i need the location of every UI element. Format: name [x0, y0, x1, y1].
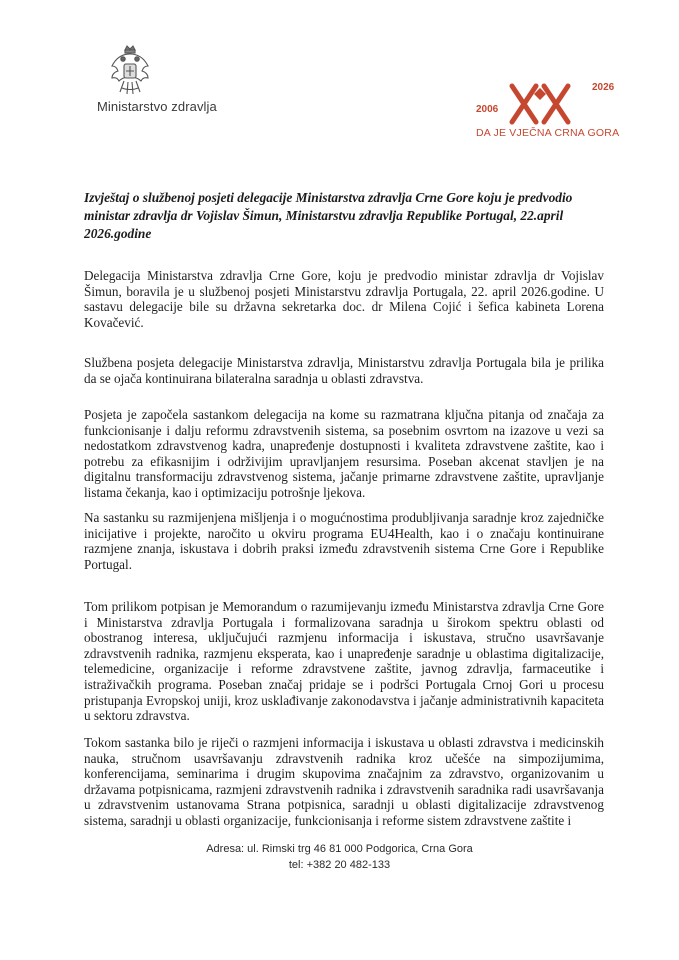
- footer-phone: tel: +382 20 482-133: [288, 859, 391, 871]
- coat-of-arms-icon: [108, 44, 152, 98]
- paragraph: Tom prilikom potpisan je Memorandum o razumijevanju između Ministarstva zdravlja Crne Gore i Ministarstva zdravlja Portugala i formalizovana saradnja u širokom spektru oblasti od obostranog interesa, uključujući razmjenu informacija i iskustava, stručno usavršavanje zdravstvenih radnika, razmjenu eksperata, kao i unapređenje saradnje u oblastima digitalizacije, telemedicine, organizacije i reforme zdravstvene zaštite, javnog zdravlja, farmaceutike i istraživačkih programa. Poseban značaj pridaje se i podršci Portugala Crnoj Gori u procesu pristupanja Evropskoj uniji, kroz usklađivanje zakonodavstva i jačanje administrativnih kapaciteta u sektoru zdravstva.: [84, 599, 604, 724]
- paragraph: Tokom sastanka bilo je riječi o razmjeni informacija i iskustava u oblasti zdravstva i medicinskih nauka, stručnom usavršavanju zdravstvenih radnika kroz učešće na simpozijumima, konferencijama, seminarima i drugim skupovima značajnim za zdravstvo, organizovanim u državama potpisnicama, razmjeni zdravstvenih radnika i zdravstvenih saradnika radi usavršavanja u zdravstvenim ustanovama Strana potpisnica, saradnji u oblasti digitalizacije zdravstvenog sistema, saradnji u oblasti organizacije, funkcionisanja i reforme sistem zdravstvene zaštite i: [84, 735, 604, 828]
- paragraph: Posjeta je započela sastankom delegacija na kome su razmatrana ključna pitanja od značaja za funkcionisanje i dalju reformu zdravstvenih sistema, sa posebnim osvrtom na izazove u vezi sa nedostatkom zdravstvenog kadra, unapređenje dostupnosti i kvaliteta zdravstvene zaštite, kao i potrebu za efikasnijim i održivijim upravljanjem resursima. Poseban akcenat stavljen je na digitalnu transformaciju zdravstvenog sistema, jačanje primarne zdravstvene zaštite, upravljanje listama čekanja, kao i optimizaciju potrošnje ljekova.: [84, 407, 604, 500]
- jubilee-slogan: DA JE VJEČNA CRNA GORA: [476, 127, 620, 139]
- jubilee-year-start: 2006: [476, 104, 499, 115]
- footer-address: Adresa: ul. Rimski trg 46 81 000 Podgorica, Crna Gora: [206, 843, 473, 855]
- paragraph: Na sastanku su razmijenjena mišljenja i o mogućnostima produbljivanja saradnje kroz zajedničke inicijative i projekte, naročito u okviru programa EU4Health, kao i o značaju kontinuirane razmjene znanja, iskustava i dobrih praksi između zdravstvenih sistema Crne Gore i Republike Portugal.: [84, 510, 604, 572]
- paragraph: Službena posjeta delegacije Ministarstva zdravlja, Ministarstvu zdravlja Portugala bila je prilika da se ojača kontinuirana bilateralna saradnja u oblasti zdravstva.: [84, 355, 604, 386]
- document-title: Izvještaj o službenoj posjeti delegacije Ministarstva zdravlja Crne Gore koju je predvodio ministar zdravlja dr Vojislav Šimun, Ministarstvu zdravlja Republike Portugal, 22.april 2026.godine: [84, 190, 573, 241]
- jubilee-year-end: 2026: [592, 82, 615, 93]
- paragraph: Delegacija Ministarstva zdravlja Crne Gore, koju je predvodio ministar zdravlja dr Vojislav Šimun, boravila je u službenoj posjeti Ministarstvu zdravlja Portugala, 22. april 2026.godine. U sastavu delegacije bile su državna sekretarka doc. dr Milena Cojić i šefica kabineta Lorena Kovačević.: [84, 268, 604, 330]
- ministry-name: Ministarstvo zdravlja: [97, 99, 217, 114]
